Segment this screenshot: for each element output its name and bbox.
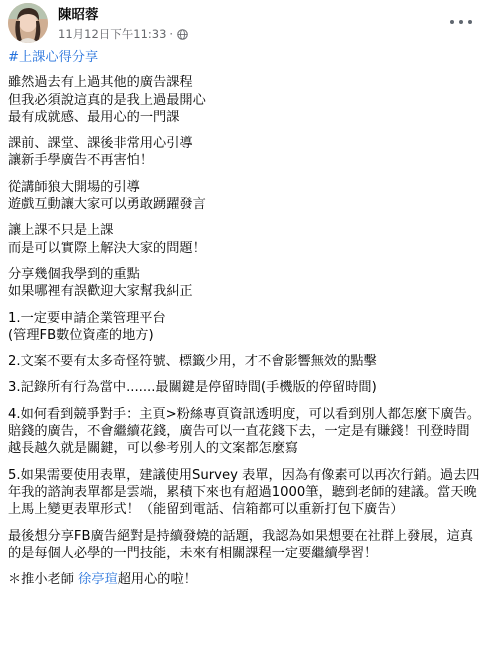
closing-suffix: 超用心的啦！: [117, 572, 197, 588]
post-paragraph: 讓上課不只是上課 而是可以實際上解決大家的問題！: [8, 223, 206, 256]
avatar[interactable]: [8, 3, 48, 43]
post-paragraph: 分享幾個我學到的重點 如果哪裡有誤歡迎大家幫我糾正: [8, 266, 193, 300]
more-options-icon[interactable]: [450, 15, 472, 29]
hashtag-link[interactable]: #上課心得分享: [8, 50, 99, 65]
meta-separator: ·: [169, 27, 174, 41]
post-paragraph: 從講師狼大開場的引導 遊戲互動讓大家可以勇敢踴躍發言: [8, 179, 206, 213]
post-meta: [58, 27, 188, 41]
post-paragraph: 課前、課堂、課後非常用心引導 讓新手學廣告不再害怕！: [8, 136, 193, 169]
mention-link[interactable]: 徐亭瑄: [78, 572, 118, 588]
post-header: [8, 3, 478, 47]
post-body: [8, 49, 480, 597]
post-paragraph: 2.文案不要有太多奇怪符號、標籤少用，才不會影響無效的點擊: [8, 354, 377, 370]
more-dot: [459, 20, 463, 24]
globe-icon[interactable]: [177, 29, 188, 40]
post-paragraph: 5.如果需要使用表單，建議使用Survey 表單，因為有像素可以再次行銷。過去四年我的諮詢表單都是雲端，累積下來也有超過1000筆，聽到老師的建議。當天晚上馬上變更表單形式！（能留到電話、信箱都可以重新打包下廣告）: [8, 467, 480, 518]
post-paragraph: 3.記錄所有行為當中.......最關鍵是停留時間(手機版的停留時間): [8, 380, 377, 396]
post-paragraph: 1.一定要申請企業管理平台 (管理FB數位資產的地方): [8, 310, 166, 343]
author-name[interactable]: 陳昭蓉: [58, 7, 99, 23]
post-paragraph: 最後想分享FB廣告絕對是持續發燒的話題，我認為如果想要在社群上發展，這真的是每個人必學的一門技能，未來有相關課程一定要繼續學習！: [8, 528, 474, 561]
avatar-photo: [8, 3, 48, 43]
more-dot: [450, 20, 454, 24]
post-timestamp[interactable]: 11月12日下午11:33: [58, 27, 167, 41]
closing-prefix: ＊推小老師: [8, 572, 79, 588]
post-paragraph: 4.如何看到競爭對手：主頁>粉絲專頁資訊透明度，可以看到別人都怎麼下廣告。賠錢的廣告，不會繼續花錢，廣告可以一直花錢下去，一定是有賺錢！刊登時間越長越久就是關鍵，可以參考別人的文案都怎麼寫: [8, 406, 481, 457]
closing-line: [8, 571, 480, 588]
more-dot: [468, 20, 472, 24]
post-paragraph: 雖然過去有上過其他的廣告課程 但我必須說這真的是我上過最開心 最有成就感、最用心的一門課: [8, 75, 206, 125]
